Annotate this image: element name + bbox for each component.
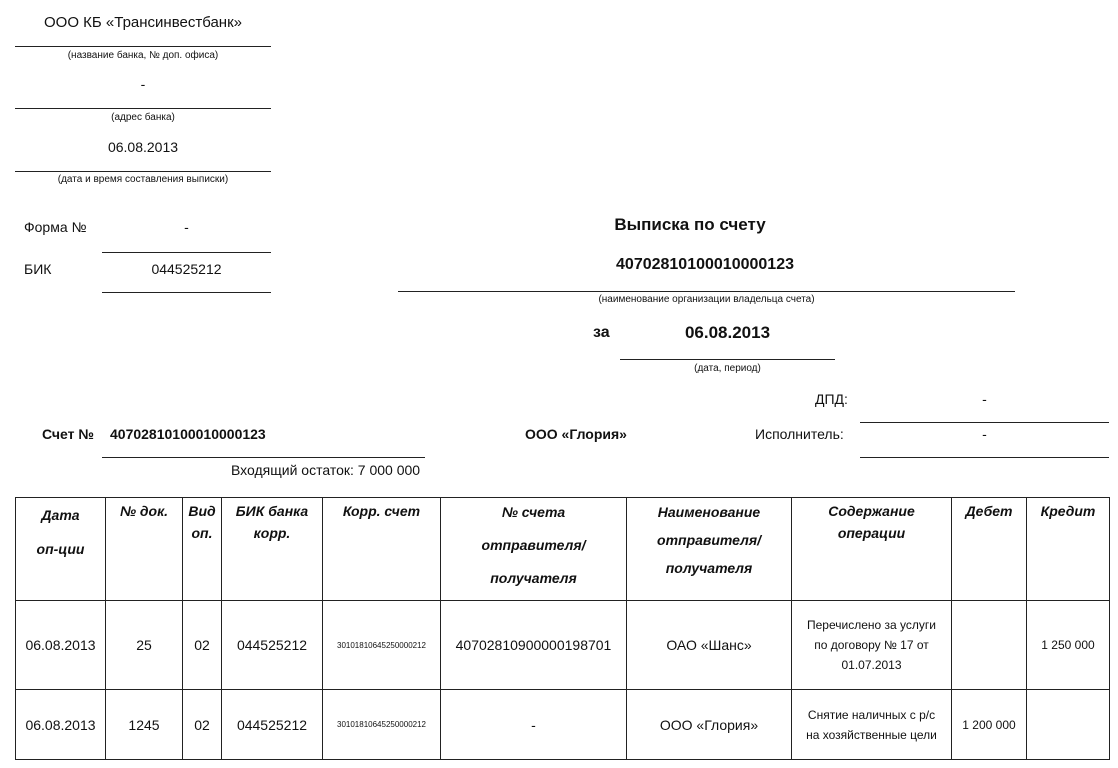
divider xyxy=(15,46,271,47)
cell-corr: 30101810645250000212 xyxy=(323,601,441,690)
cell-credit xyxy=(1027,690,1110,760)
header-text: отправителя/ xyxy=(657,532,761,548)
cell-type: 02 xyxy=(183,690,222,760)
cell-bik: 044525212 xyxy=(222,690,323,760)
header-text: Наименование xyxy=(657,504,761,520)
divider xyxy=(102,252,271,253)
bank-name: ООО КБ «Трансинвестбанк» xyxy=(43,14,242,31)
bik-value: 044525212 xyxy=(151,261,222,277)
cell-account: 40702810900000198701 xyxy=(441,601,627,690)
header-text: № счета xyxy=(501,504,566,520)
header-text: корр. xyxy=(253,525,291,541)
cell-account: - xyxy=(441,690,627,760)
executor-value: - xyxy=(982,426,987,442)
content-line: Снятие наличных с р/с xyxy=(807,707,936,722)
statement-date: 06.08.2013 xyxy=(684,323,771,342)
statement-title: Выписка по счету xyxy=(614,215,766,234)
dpd-value: - xyxy=(982,391,987,407)
header-text: БИК банка xyxy=(235,503,309,519)
header-text: Дата xyxy=(41,507,80,523)
table-row xyxy=(16,601,1110,690)
account-label: Счет № xyxy=(42,426,95,442)
cell-date: 06.08.2013 xyxy=(16,601,106,690)
statement-account: 40702810100010000123 xyxy=(616,256,794,273)
divider xyxy=(102,457,425,458)
executor-label: Исполнитель: xyxy=(755,426,844,442)
dpd-label: ДПД: xyxy=(815,391,848,407)
header-text: Кредит xyxy=(1040,503,1096,519)
cell-name: ОАО «Шанс» xyxy=(627,601,792,690)
bank-name-caption: (название банка, № доп. офиса) xyxy=(67,50,219,61)
col-header-doc xyxy=(106,498,183,601)
header-text: оп-ции xyxy=(36,541,85,557)
col-header-corr xyxy=(323,498,441,601)
content-line: 01.07.2013 xyxy=(841,658,902,672)
account-value: 40702810100010000123 xyxy=(110,426,266,442)
table-header-row xyxy=(16,498,1110,601)
content-line: по договору № 17 от xyxy=(814,638,929,652)
form-label: Форма № xyxy=(24,219,87,235)
cell-name: ООО «Глория» xyxy=(627,690,792,760)
bank-address: - xyxy=(140,76,146,92)
col-header-account xyxy=(441,498,627,601)
header-text: Вид xyxy=(188,503,216,519)
cell-debit xyxy=(952,601,1027,690)
bik-label: БИК xyxy=(24,261,52,277)
org-name: ООО «Глория» xyxy=(525,426,627,442)
cell-date: 06.08.2013 xyxy=(16,690,106,760)
date-caption: (дата, период) xyxy=(694,363,761,374)
cell-bik: 044525212 xyxy=(222,601,323,690)
header-text: Содержание xyxy=(828,503,915,519)
divider xyxy=(860,422,1109,423)
header-text: № док. xyxy=(119,503,169,519)
bank-address-caption: (адрес банка) xyxy=(111,112,175,123)
col-header-bik xyxy=(222,498,323,601)
cell-content xyxy=(792,601,952,690)
col-header-name xyxy=(627,498,792,601)
table-row xyxy=(16,690,1110,760)
divider xyxy=(398,291,1015,292)
col-header-date xyxy=(16,498,106,601)
header-text: Корр. счет xyxy=(342,503,421,519)
header-text: получателя xyxy=(490,570,577,586)
divider xyxy=(620,359,835,360)
col-header-debit xyxy=(952,498,1027,601)
incoming-balance: Входящий остаток: 7 000 000 xyxy=(231,462,421,478)
header-text: оп. xyxy=(191,525,213,541)
cell-credit: 1 250 000 xyxy=(1027,601,1110,690)
statement-datetime-caption: (дата и время составления выписки) xyxy=(57,174,229,185)
content-line: на хозяйственные цели xyxy=(806,727,937,742)
period-label: за xyxy=(593,324,610,341)
cell-content xyxy=(792,690,952,760)
cell-doc: 1245 xyxy=(106,690,183,760)
divider xyxy=(15,108,271,109)
col-header-credit xyxy=(1027,498,1110,601)
owner-caption: (наименование организации владельца счета) xyxy=(598,294,815,305)
cell-doc: 25 xyxy=(106,601,183,690)
col-header-content xyxy=(792,498,952,601)
content-line: Перечислено за услуги xyxy=(807,618,936,632)
divider xyxy=(860,457,1109,458)
cell-debit: 1 200 000 xyxy=(952,690,1027,760)
divider xyxy=(15,171,271,172)
header-text: получателя xyxy=(665,560,753,576)
header-text: отправителя/ xyxy=(481,537,586,553)
divider xyxy=(102,292,271,293)
cell-corr: 30101810645250000212 xyxy=(323,690,441,760)
statement-datetime: 06.08.2013 xyxy=(107,139,179,155)
cell-type: 02 xyxy=(183,601,222,690)
transactions-table xyxy=(15,497,1110,760)
header-text: Дебет xyxy=(965,503,1013,519)
col-header-type xyxy=(183,498,222,601)
form-value: - xyxy=(184,219,189,235)
header-text: операции xyxy=(837,525,906,541)
